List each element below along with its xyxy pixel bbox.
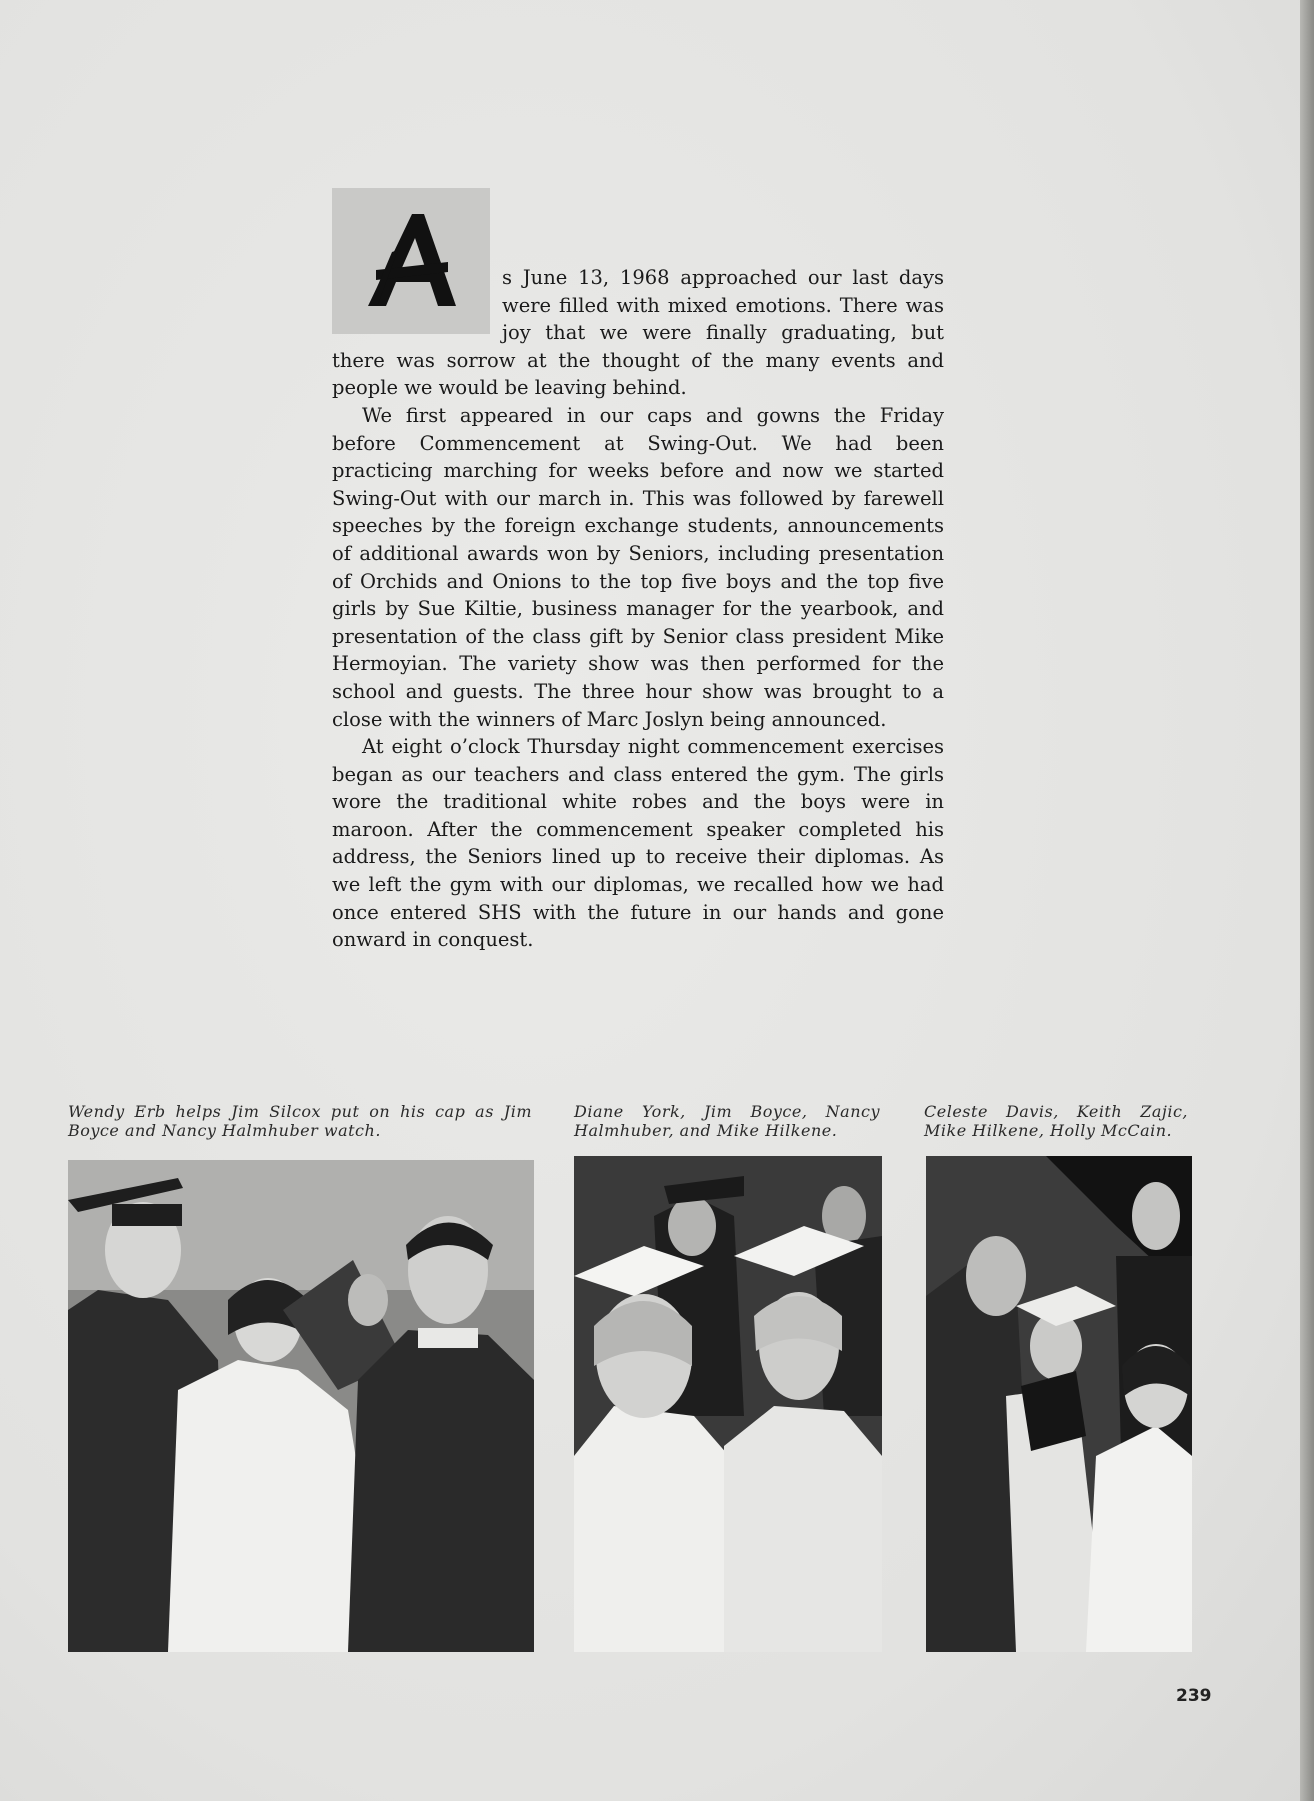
page-edge: [1300, 0, 1314, 1801]
drop-cap-letter-graphic: [362, 210, 458, 310]
photo-caption-2: Diane York, Jim Boyce, Nancy Halmhuber, and Mike Hilkene.: [574, 1102, 880, 1140]
drop-cap: [332, 188, 490, 334]
story-text: [332, 188, 944, 954]
photo-caption-3: Celeste Davis, Keith Zajic, Mike Hilkene, Holly McCain.: [924, 1102, 1188, 1140]
story-paragraph-1: s June 13, 1968 approached our last days were filled with mixed emotions. There was joy that we were finally graduating, but there was sorrow at the thought of the many events and people we would be leaving behind.: [332, 266, 944, 400]
story-paragraph-3: At eight o’clock Thursday night commencement exercises began as our teachers and class entered the gym. The girls wore the traditional white robes and the boys were in maroon. After the commencement speaker completed his address, the Seniors lined up to receive their diplomas. As we left the gym with our diplomas, we recalled how we had once entered SHS with the future in our hands and gone onward in conquest.: [332, 735, 944, 952]
photo-procession: [574, 1156, 882, 1652]
story-paragraph-2: We first appeared in our caps and gowns the Friday before Commencement at Swing-Out. We had been practicing marching for weeks before and now we started Swing-Out with our march in. This was followed by farewell speeches by the foreign exchange students, announcements of additional awards won by Seniors, including presentation of Orchids and Onions to the top five boys and the top five girls by Sue Kiltie, business manager for the yearbook, and presentation of the class gift by Senior class president Mike Hermoyian. The variety show was then performed for the school and guests. The three hour show was brought to a close with the winners of Marc Joslyn being announced.: [332, 403, 944, 731]
photo-group: [926, 1156, 1192, 1652]
photo-cap-fitting: [68, 1160, 534, 1652]
photo-caption-1: Wendy Erb helps Jim Silcox put on his cap as Jim Boyce and Nancy Halmhuber watch.: [68, 1102, 532, 1140]
page-number: 239: [1176, 1686, 1212, 1706]
